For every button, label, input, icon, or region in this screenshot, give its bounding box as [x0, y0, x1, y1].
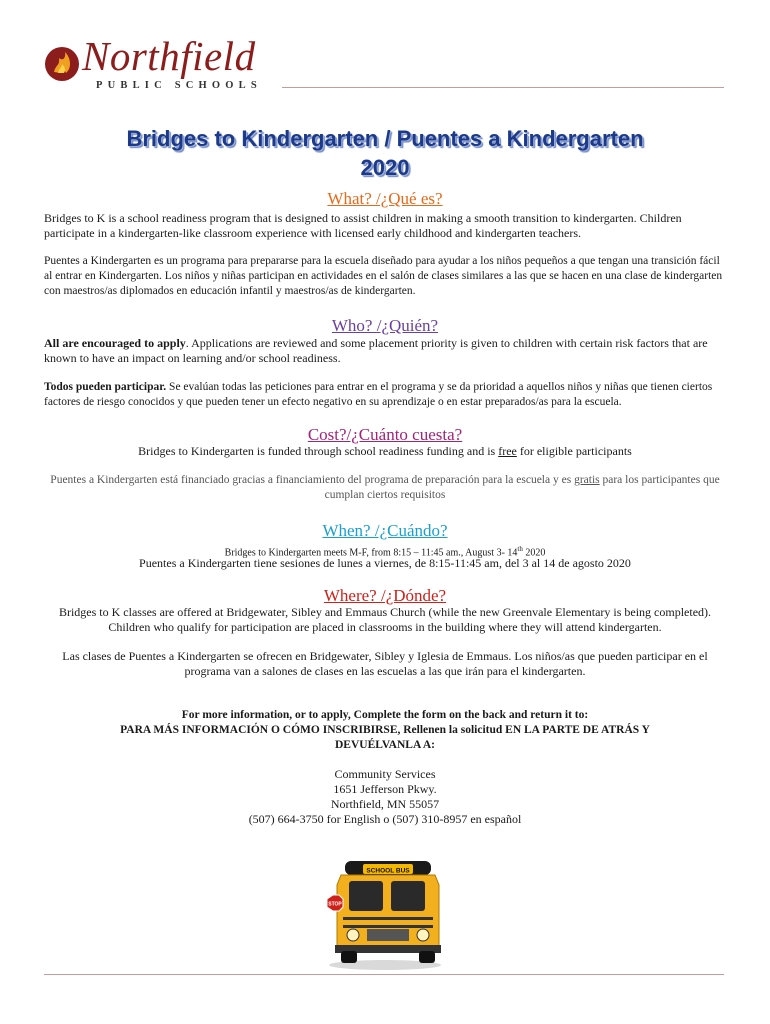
who-heading: Who? /¿Quién? [331, 316, 439, 335]
who-spanish [44, 380, 726, 410]
northfield-logo [44, 33, 284, 96]
where-heading: Where? /¿Dónde? [323, 586, 447, 605]
bus-sign-text: SCHOOL BUS [366, 867, 410, 875]
when-english-post: 2020 [522, 547, 546, 559]
cost-heading: Cost?/¿Cuánto cuesta? [307, 425, 463, 444]
bus-windshield-right [391, 881, 425, 911]
what-spanish: Puentes a Kindergarten es un programa para prepararse para la escuela diseñado para ayudar a los niños pequeños a que tengan una transición fácil al entrar en Kindergarten. Los niños y niñas participan en actividades en el salón de clases similares a las que se hacen en una clase de kindergarten con maestros/as diplomados en educación infantil y maestros/as de kindergarten. [44, 255, 723, 297]
cost-spanish-pre: Puentes a Kindergarten está financiado gracias a financiamiento del programa de preparación para la escuela y es [50, 474, 575, 486]
cost-spanish-free: gratis [574, 474, 600, 486]
when-heading: When? /¿Cuándo? [322, 521, 448, 540]
school-bus-illustration [323, 855, 447, 971]
contact-org: Community Services [334, 767, 436, 781]
where-spanish: Las clases de Puentes a Kindergarten se ofrecen en Bridgewater, Sibley y Iglesia de Emmaus. Los niños/as que pueden participar en el programa van a salones de clases en las escuelas a las que irán para el kindergarten. [62, 649, 708, 678]
page-title [40, 124, 730, 182]
contact-block [0, 767, 770, 827]
info-spanish: PARA MÁS INFORMACIÓN O CÓMO INSCRIBIRSE, Rellenen la solicitud EN LA PARTE DE ATRÁS Y DEVUÉLVANLA A: [120, 724, 650, 751]
cost-spanish-post: para los participantes que cumplan ciertos requisitos [324, 474, 720, 501]
logo-name: Northfield [82, 33, 256, 79]
flame-logo-icon [44, 46, 80, 82]
footer-divider [44, 974, 724, 975]
bus-grille [367, 929, 409, 941]
cost-english-pre: Bridges to Kindergarten is funded through school readiness funding and is [138, 444, 499, 458]
contact-phone: (507) 664-3750 for English o (507) 310-8957 en español [248, 812, 522, 826]
who-spanish-bold: Todos pueden participar. [44, 381, 167, 393]
cost-spanish [40, 473, 730, 503]
header-divider [282, 87, 724, 88]
bus-windshield-left [349, 881, 383, 911]
title-line-1: Bridges to Kindergarten / Puentes a Kindergarten [126, 126, 644, 151]
who-english-text: . Applications are reviewed and some placement priority is given to children with certain risk factors that are known to have an impact on learning and/or school readiness. [44, 336, 708, 365]
what-heading: What? /¿Qué es? [327, 189, 443, 208]
what-english: Bridges to K is a school readiness program that is designed to assist children in making a smooth transition to kindergarten. Children participate in a kindergarten-like classroom experience with licensed early childhood and kindergarten teachers. [44, 211, 682, 240]
who-english-bold: All are encouraged to apply [44, 336, 186, 350]
who-english [44, 336, 726, 366]
stop-sign-text: STOP [328, 901, 342, 908]
bus-wheel-left [341, 951, 357, 963]
logo-subtitle: PUBLIC SCHOOLS [96, 80, 262, 91]
bus-headlight-right [417, 929, 429, 941]
contact-city: Northfield, MN 55057 [330, 797, 440, 811]
cost-english-post: for eligible participants [516, 444, 632, 458]
when-english-pre: Bridges to Kindergarten meets M-F, from 8:15 – 11:45 am., August 3- 14 [224, 547, 518, 559]
bus-wheel-right [419, 951, 435, 963]
when-english-sup: th [517, 545, 523, 553]
cost-english [40, 444, 730, 459]
title-line-2: 2020 [360, 155, 410, 180]
cost-english-free: free [498, 444, 517, 458]
where-english: Bridges to K classes are offered at Bridgewater, Sibley and Emmaus Church (while the new Greenvale Elementary is being completed). Children who qualify for participation are placed in classrooms in the building where they will attend kindergarten. [58, 605, 712, 634]
bus-headlight-left [347, 929, 359, 941]
contact-street: 1651 Jefferson Pkwy. [333, 782, 437, 796]
info-english: For more information, or to apply, Complete the form on the back and return it to: [181, 709, 589, 721]
when-spanish: Puentes a Kindergarten tiene sesiones de lunes a viernes, de 8:15-11:45 am, del 3 al 14 de agosto 2020 [139, 556, 631, 570]
who-spanish-text: Se evalúan todas las peticiones para entrar en el programa y se da prioridad a aquellos niños y niñas que tienen ciertos factores de riesgo conocidos y que pueden tener un efecto negativo en su aprendizaje o en estar preparados/as para la escuela. [44, 381, 713, 408]
